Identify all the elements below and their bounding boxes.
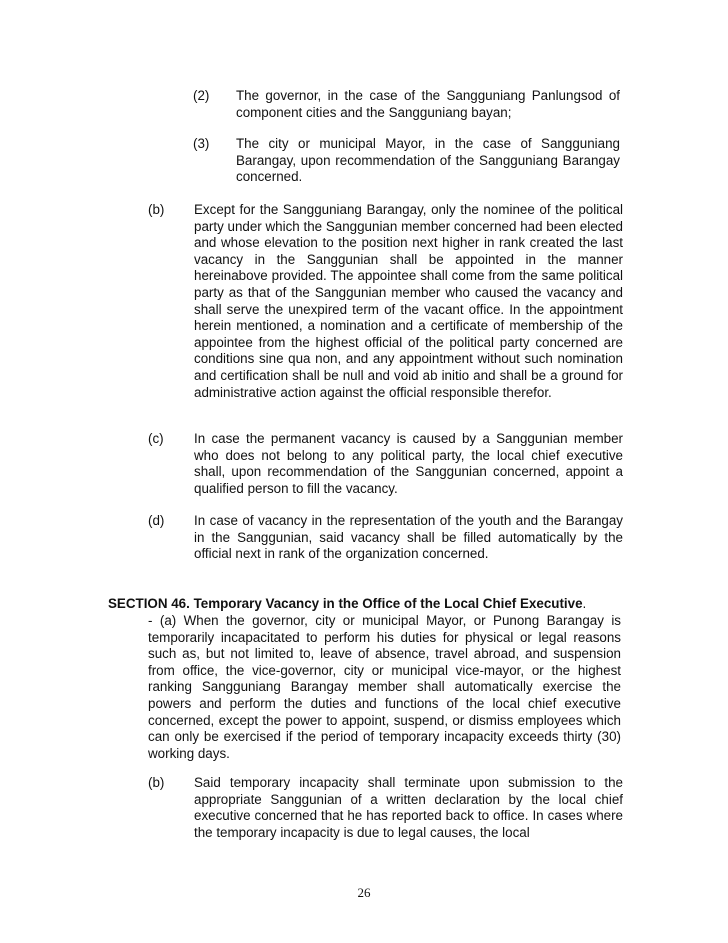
subitem-label: (3) xyxy=(193,136,210,151)
subitem-label: (2) xyxy=(193,88,210,103)
subitem-text: The city or municipal Mayor, in the case of Sangguniang Barangay, upon recommendation of the Sangguniang Barangay concerned. xyxy=(236,136,620,185)
paragraph-text: In case the permanent vacancy is caused by a Sanggunian member who does not belong to any political party, the local chief executive shall, upon recommendation of the Sanggunian concerned, appoint a qualified person to fill the vacancy. xyxy=(194,431,623,496)
paragraph-label: (c) xyxy=(148,431,164,446)
section-paragraph-b xyxy=(148,775,624,843)
section-heading-period: . xyxy=(582,596,587,611)
section-heading xyxy=(108,596,628,613)
paragraph-b xyxy=(148,202,624,418)
paragraph-label: (b) xyxy=(148,202,165,217)
page-number: 26 xyxy=(357,885,371,900)
section-body: - (a) When the governor, city or municipal Mayor, or Punong Barangay is temporarily incapacitated to perform his duties for physical or legal reasons such as, but not limited to, leave of absence, travel abroad, and suspension from office, the vice-governor, city or municipal vice-mayor, or the highest ranking Sangguniang Barangay member shall automatically exercise the powers and perform the duties and functions of the local chief executive concerned, except the power to appoint, suspend, or dismiss employees which can only be exercised if the period of temporary incapacity exceeds thirty (30) working days. xyxy=(148,613,621,761)
paragraph-c xyxy=(148,431,624,499)
subitem-text: The governor, in the case of the Sangguniang Panlungsod of component cities and the Sangguniang bayan; xyxy=(236,88,620,120)
paragraph-label: (d) xyxy=(148,513,165,528)
section-heading-title: SECTION 46. Temporary Vacancy in the Office of the Local Chief Executive xyxy=(108,596,583,611)
subitem-3 xyxy=(193,136,623,186)
paragraph-text: Except for the Sangguniang Barangay, only the nominee of the political party under which the Sanggunian member concerned had been elected and whose elevation to the position next higher in rank created the last vacancy in the Sanggunian shall be appointed in the manner hereinabove provided. The appointee shall come from the same political party as that of the Sanggunian member who caused the vacancy and shall serve the unexpired term of the vacant office. In the appointment herein mentioned, a nomination and a certificate of membership of the appointee from the highest official of the political party concerned are conditions sine qua non, and any appointment without such nomination and certification shall be null and void ab initio and shall be a ground for administrative action against the official responsible therefor. xyxy=(194,202,623,400)
paragraph-d xyxy=(148,513,624,581)
paragraph-label: (b) xyxy=(148,775,165,790)
paragraph-text: In case of vacancy in the representation of the youth and the Barangay in the Sanggunian, said vacancy shall be filled automatically by the official next in rank of the organization concerned. xyxy=(194,513,623,562)
paragraph-text: Said temporary incapacity shall terminate upon submission to the appropriate Sanggunian of a written declaration by the local chief executive concerned that he has reported back to office. In cases where the temporary incapacity is due to legal causes, the local xyxy=(194,775,623,840)
subitem-2 xyxy=(193,88,623,122)
